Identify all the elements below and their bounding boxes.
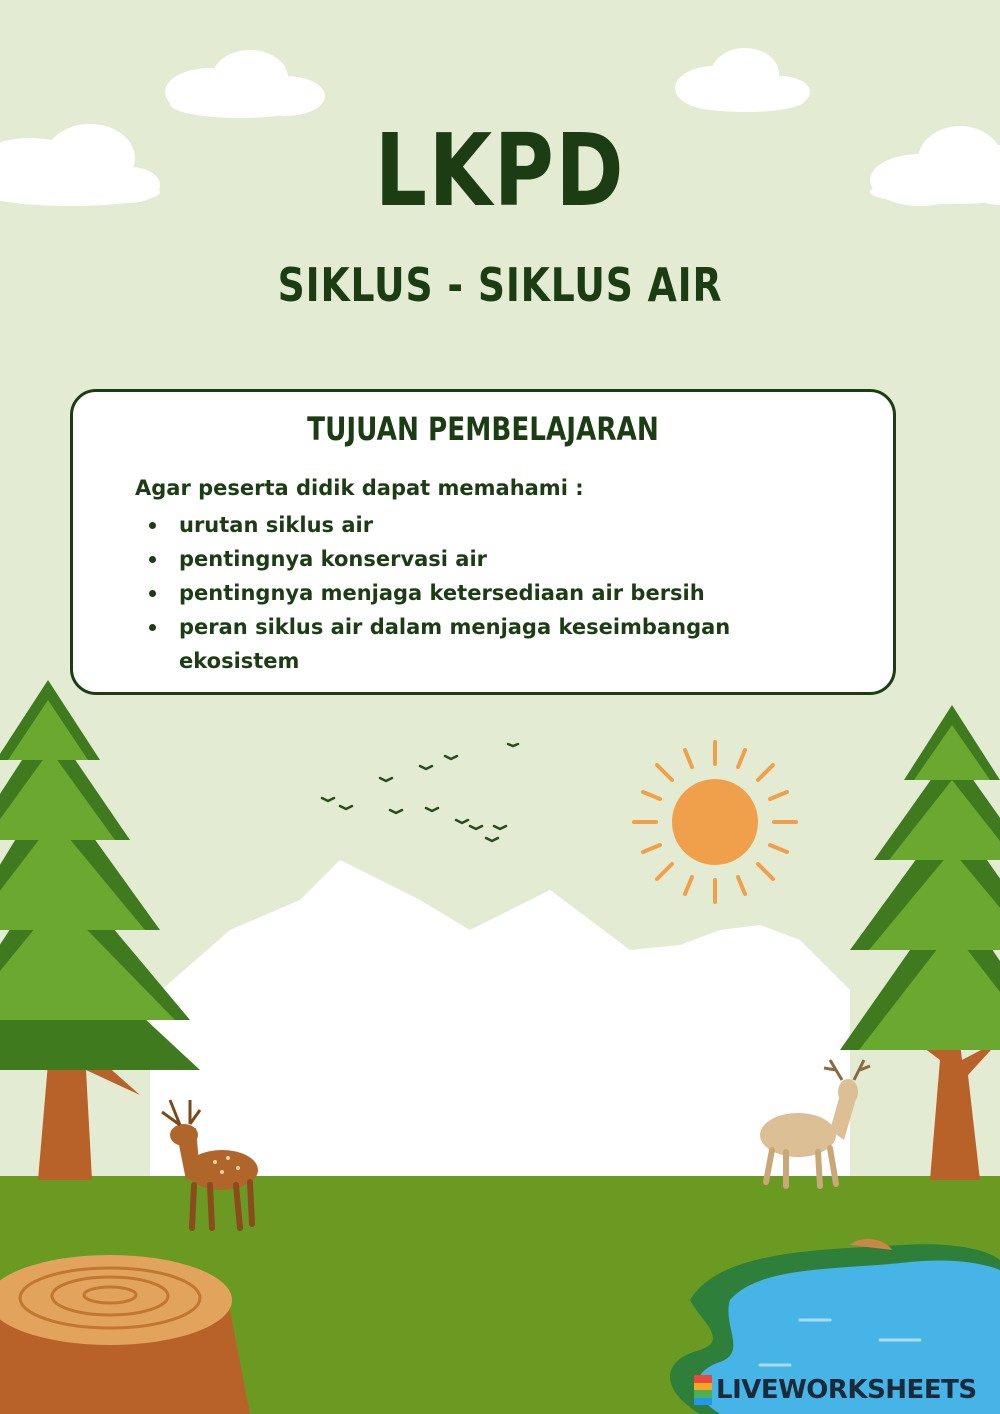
page-title: LKPD — [374, 112, 626, 229]
objectives-heading: TUJUAN PEMBELAJARAN — [307, 410, 659, 448]
page-subtitle: SIKLUS - SIKLUS AIR — [277, 258, 723, 312]
list-item: pentingnya menjaga ketersediaan air bersih — [135, 576, 815, 610]
tree-stump-icon — [0, 1255, 250, 1414]
list-item: pentingnya konservasi air — [135, 542, 815, 576]
birds-icon — [322, 744, 518, 841]
liveworksheets-logo-icon — [694, 1375, 712, 1405]
liveworksheets-watermark — [694, 1373, 977, 1407]
bullet-icon — [149, 590, 156, 597]
objectives-intro: Agar peserta didik dapat memahami : — [135, 476, 584, 500]
bullet-icon — [149, 522, 156, 529]
mountains — [150, 860, 850, 1180]
cloud-icon — [675, 48, 810, 112]
tree-icon — [840, 705, 1000, 1180]
bullet-icon — [149, 556, 156, 563]
list-item: peran siklus air dalam menjaga keseimbangan ekosistem — [135, 610, 815, 678]
list-item: urutan siklus air — [135, 508, 815, 542]
sun-icon — [634, 742, 796, 902]
watermark-text: LIVEWORKSHEETS — [716, 1375, 977, 1405]
learning-objectives-card — [70, 389, 896, 695]
cloud-icon — [165, 50, 325, 118]
objectives-list — [135, 508, 815, 678]
bullet-icon — [149, 624, 156, 631]
